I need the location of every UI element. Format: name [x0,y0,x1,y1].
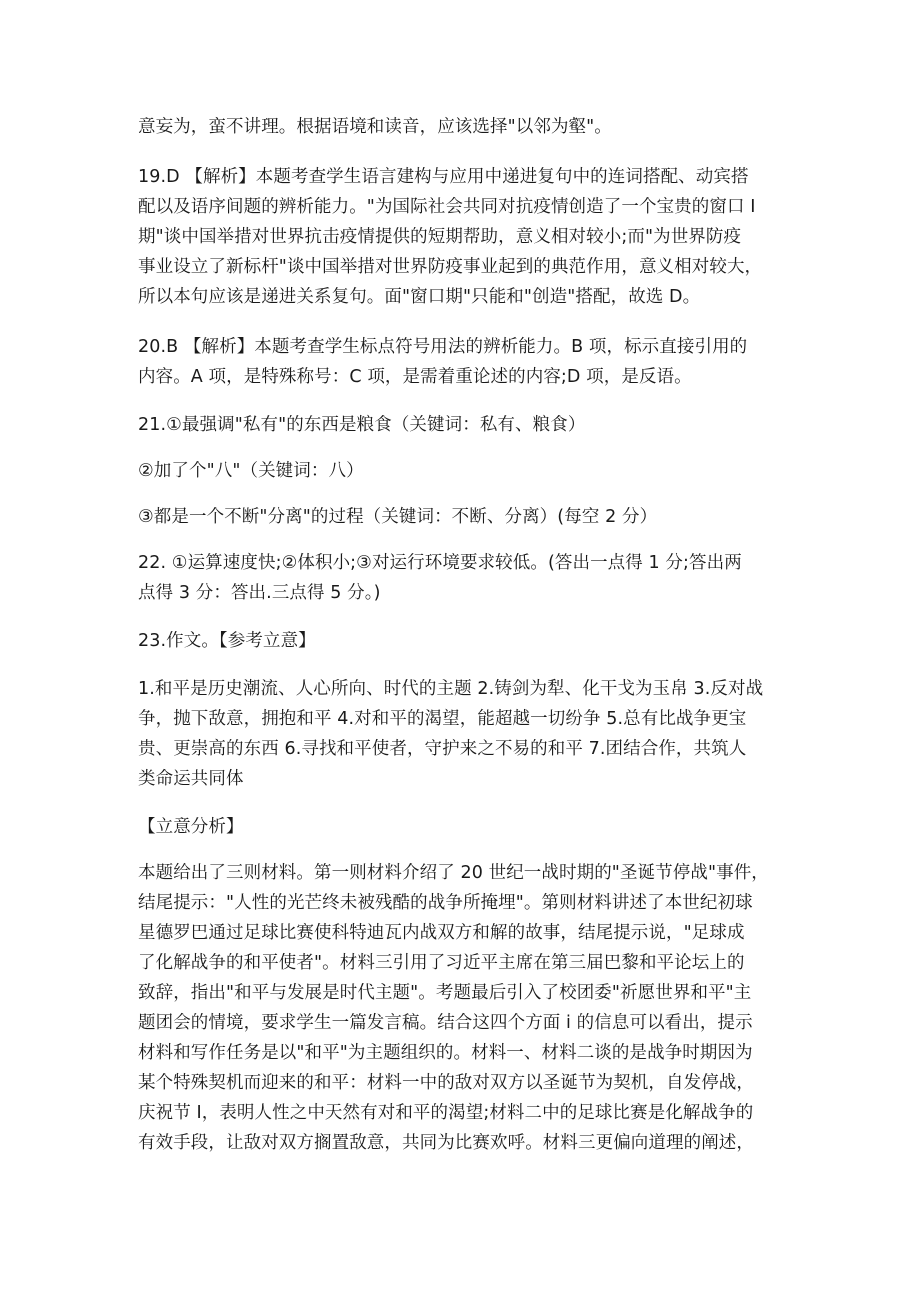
text-line: 意妄为，蛮不讲理。根据语境和读音，应该选择"以邻为壑"。 [138,117,612,137]
paragraph-analysis [138,858,802,1158]
text-line: 致辞，指出"和平与发展是时代主题"。考题最后引入了校团委"祈愿世界和平"主 [138,983,752,1003]
section-heading-analysis [138,812,802,842]
paragraph-answer-19 [138,162,802,312]
text-line: 配以及语序间题的辨析能力。"为国际社会共同对抗疫情创造了一个宝贵的窗口 I [138,197,756,217]
text-line: 某个特殊契机而迎来的和平：材料一中的敌对双方以圣诞节为契机，自发停战， [138,1073,754,1093]
text-line: 所以本句应该是递进关系复句。面"窗口期"只能和"创造"搭配，故选 D。 [138,287,701,307]
text-line: 20.B 【解析】本题考查学生标点符号用法的辨析能力。B 项，标示直接引用的 [138,337,748,357]
text-line: 事业设立了新标杆"谈中国举措对世界防疫事业起到的典范作用，意义相对较大， [138,257,763,277]
text-line: 争，抛下敌意，拥抱和平 4.对和平的渴望，能超越一切纷争 5.总有比战争更宝 [138,709,747,729]
text-line: 23.作文。【参考立意】 [138,631,316,651]
paragraph-answer-23 [138,626,802,656]
text-line: 星德罗巴通过足球比赛使科特迪瓦内战双方和解的故事，结尾提示说，"足球成 [138,923,745,943]
text-line: 结尾提示："人性的光芒终未被残酷的战争所掩埋"。第则材料讲述了本世纪初球 [138,893,753,913]
text-line: ③都是一个不断"分离"的过程（关键词：不断、分离）(每空 2 分） [138,507,658,527]
paragraph-answer-21-1 [138,410,802,440]
text-line: 庆祝节 I，表明人性之中天然有对和平的渴望;材料二中的足球比赛是化解战争的 [138,1103,754,1123]
text-line: 1.和平是历史潮流、人心所向、时代的主题 2.铸剑为犁、化干戈为玉帛 3.反对战 [138,679,764,699]
paragraph-answer-20 [138,332,802,392]
paragraph-answer-22 [138,548,802,608]
text-line: 类命运共同体 [138,769,244,789]
paragraph-reference-points [138,674,802,794]
text-line: 材料和写作任务是以"和平"为主题组织的。材料一、材料二谈的是战争时期因为 [138,1043,753,1063]
text-line: 19.D 【解析】本题考查学生语言建构与应用中递进复句中的连词搭配、动宾搭 [138,167,749,187]
text-line: 了化解战争的和平使者"。材料三引用了习近平主席在第三届巴黎和平论坛上的 [138,953,745,973]
text-line: 有效手段，让敌对双方搁置敌意，共同为比赛欢呼。材料三更偏向道理的阐述， [138,1133,754,1153]
text-line: 点得 3 分：答出.三点得 5 分。) [138,583,381,603]
text-line: 题团会的情境，要求学生一篇发言稿。结合这四个方面 i 的信息可以看出，提示 [138,1013,753,1033]
text-line: 本题给出了三则材料。第一则材料介绍了 20 世纪一战时期的"圣诞节停战"事件， [138,863,769,883]
text-line: ②加了个"八"（关键词：八） [138,461,364,481]
paragraph-answer-21-2 [138,456,802,486]
text-line: 贵、更崇高的东西 6.寻找和平使者，守护来之不易的和平 7.团结合作，共筑人 [138,739,747,759]
text-line: 22. ①运算速度快;②体积小;③对运行环境要求较低。(答出一点得 1 分;答出两 [138,553,742,573]
text-line: 【立意分析】 [138,817,244,837]
paragraph-18-ending [138,112,802,142]
text-line: 内容。A 项，是特殊称号：C 项，是需着重论述的内容;D 项，是反语。 [138,367,692,387]
paragraph-answer-21-3 [138,502,802,532]
text-line: 21.①最强调"私有"的东西是粮食（关键词：私有、粮食） [138,415,586,435]
text-line: 期"谈中国举措对世界抗击疫情提供的短期帮助，意义相对较小;而"为世界防疫 [138,227,742,247]
